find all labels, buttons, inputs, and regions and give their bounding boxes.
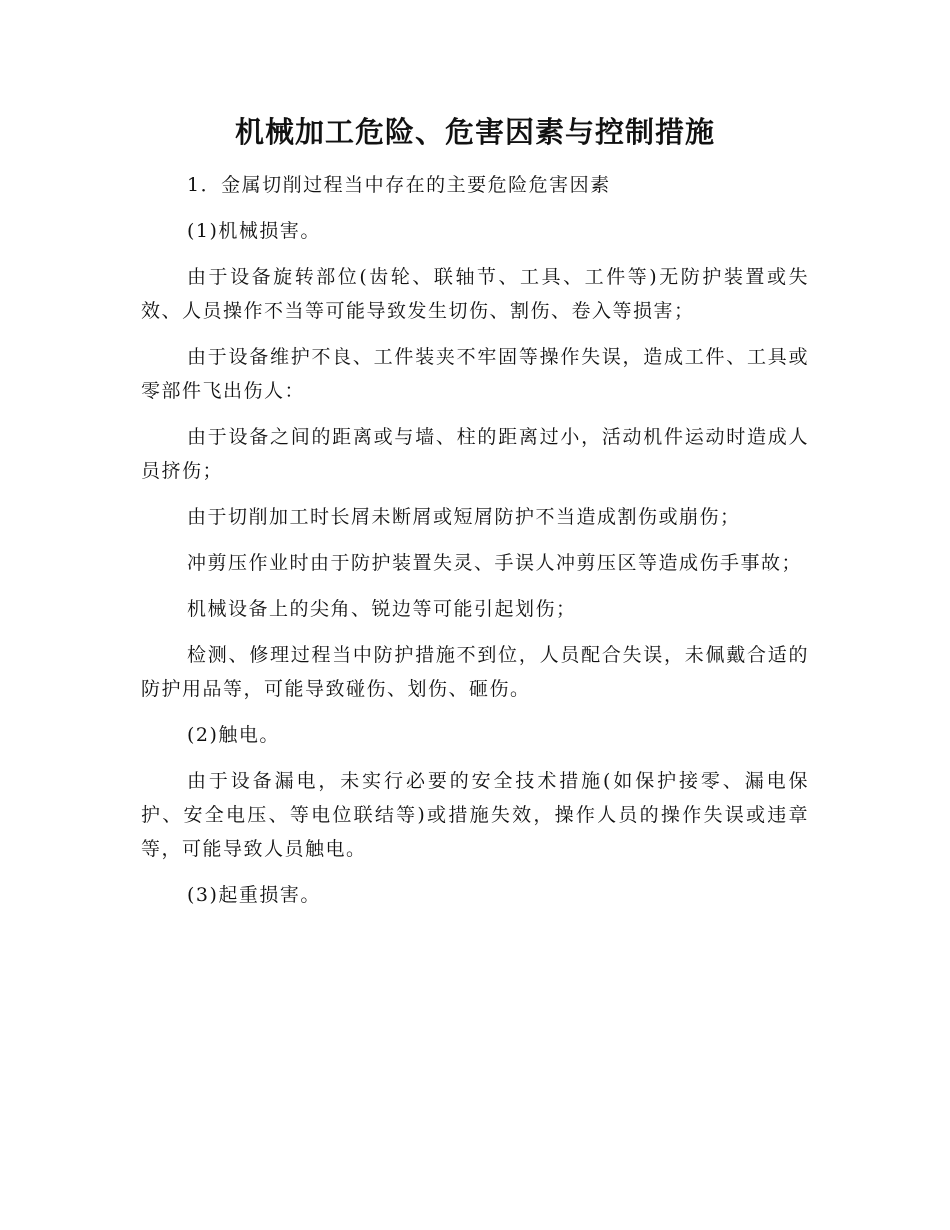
document-title: 机械加工危险、危害因素与控制措施: [234, 115, 715, 149]
paragraph: 由于设备之间的距离或与墙、柱的距离过小，活动机件运动时造成人员挤伤；: [141, 426, 809, 482]
subsection-heading: (3)起重损害。: [187, 884, 321, 906]
document-body: [141, 168, 809, 924]
subsection-heading: (1)机械损害。: [187, 220, 321, 242]
paragraph: 由于设备旋转部位(齿轮、联轴节、工具、工件等)无防护装置或失效、人员操作不当等可能导致发生切伤、割伤、卷入等损害；: [141, 266, 809, 322]
paragraph: 冲剪压作业时由于防护装置失灵、手误人冲剪压区等造成伤手事故；: [187, 552, 803, 574]
paragraph: 由于设备漏电，未实行必要的安全技术措施(如保护接零、漏电保护、安全电压、等电位联结等)或措施失效，操作人员的操作失误或违章等，可能导致人员触电。: [141, 770, 809, 860]
paragraph: 由于设备维护不良、工件装夹不牢固等操作失误，造成工件、工具或零部件飞出伤人：: [141, 346, 809, 402]
paragraph: 检测、修理过程当中防护措施不到位，人员配合失误，未佩戴合适的防护用品等，可能导致碰伤、划伤、砸伤。: [141, 644, 809, 700]
section-heading: 1．金属切削过程当中存在的主要危险危害因素: [187, 174, 611, 196]
paragraph: 由于切削加工时长屑未断屑或短屑防护不当造成割伤或崩伤；: [187, 506, 741, 528]
paragraph: 机械设备上的尖角、锐边等可能引起划伤；: [187, 598, 577, 620]
subsection-heading: (2)触电。: [187, 724, 280, 746]
